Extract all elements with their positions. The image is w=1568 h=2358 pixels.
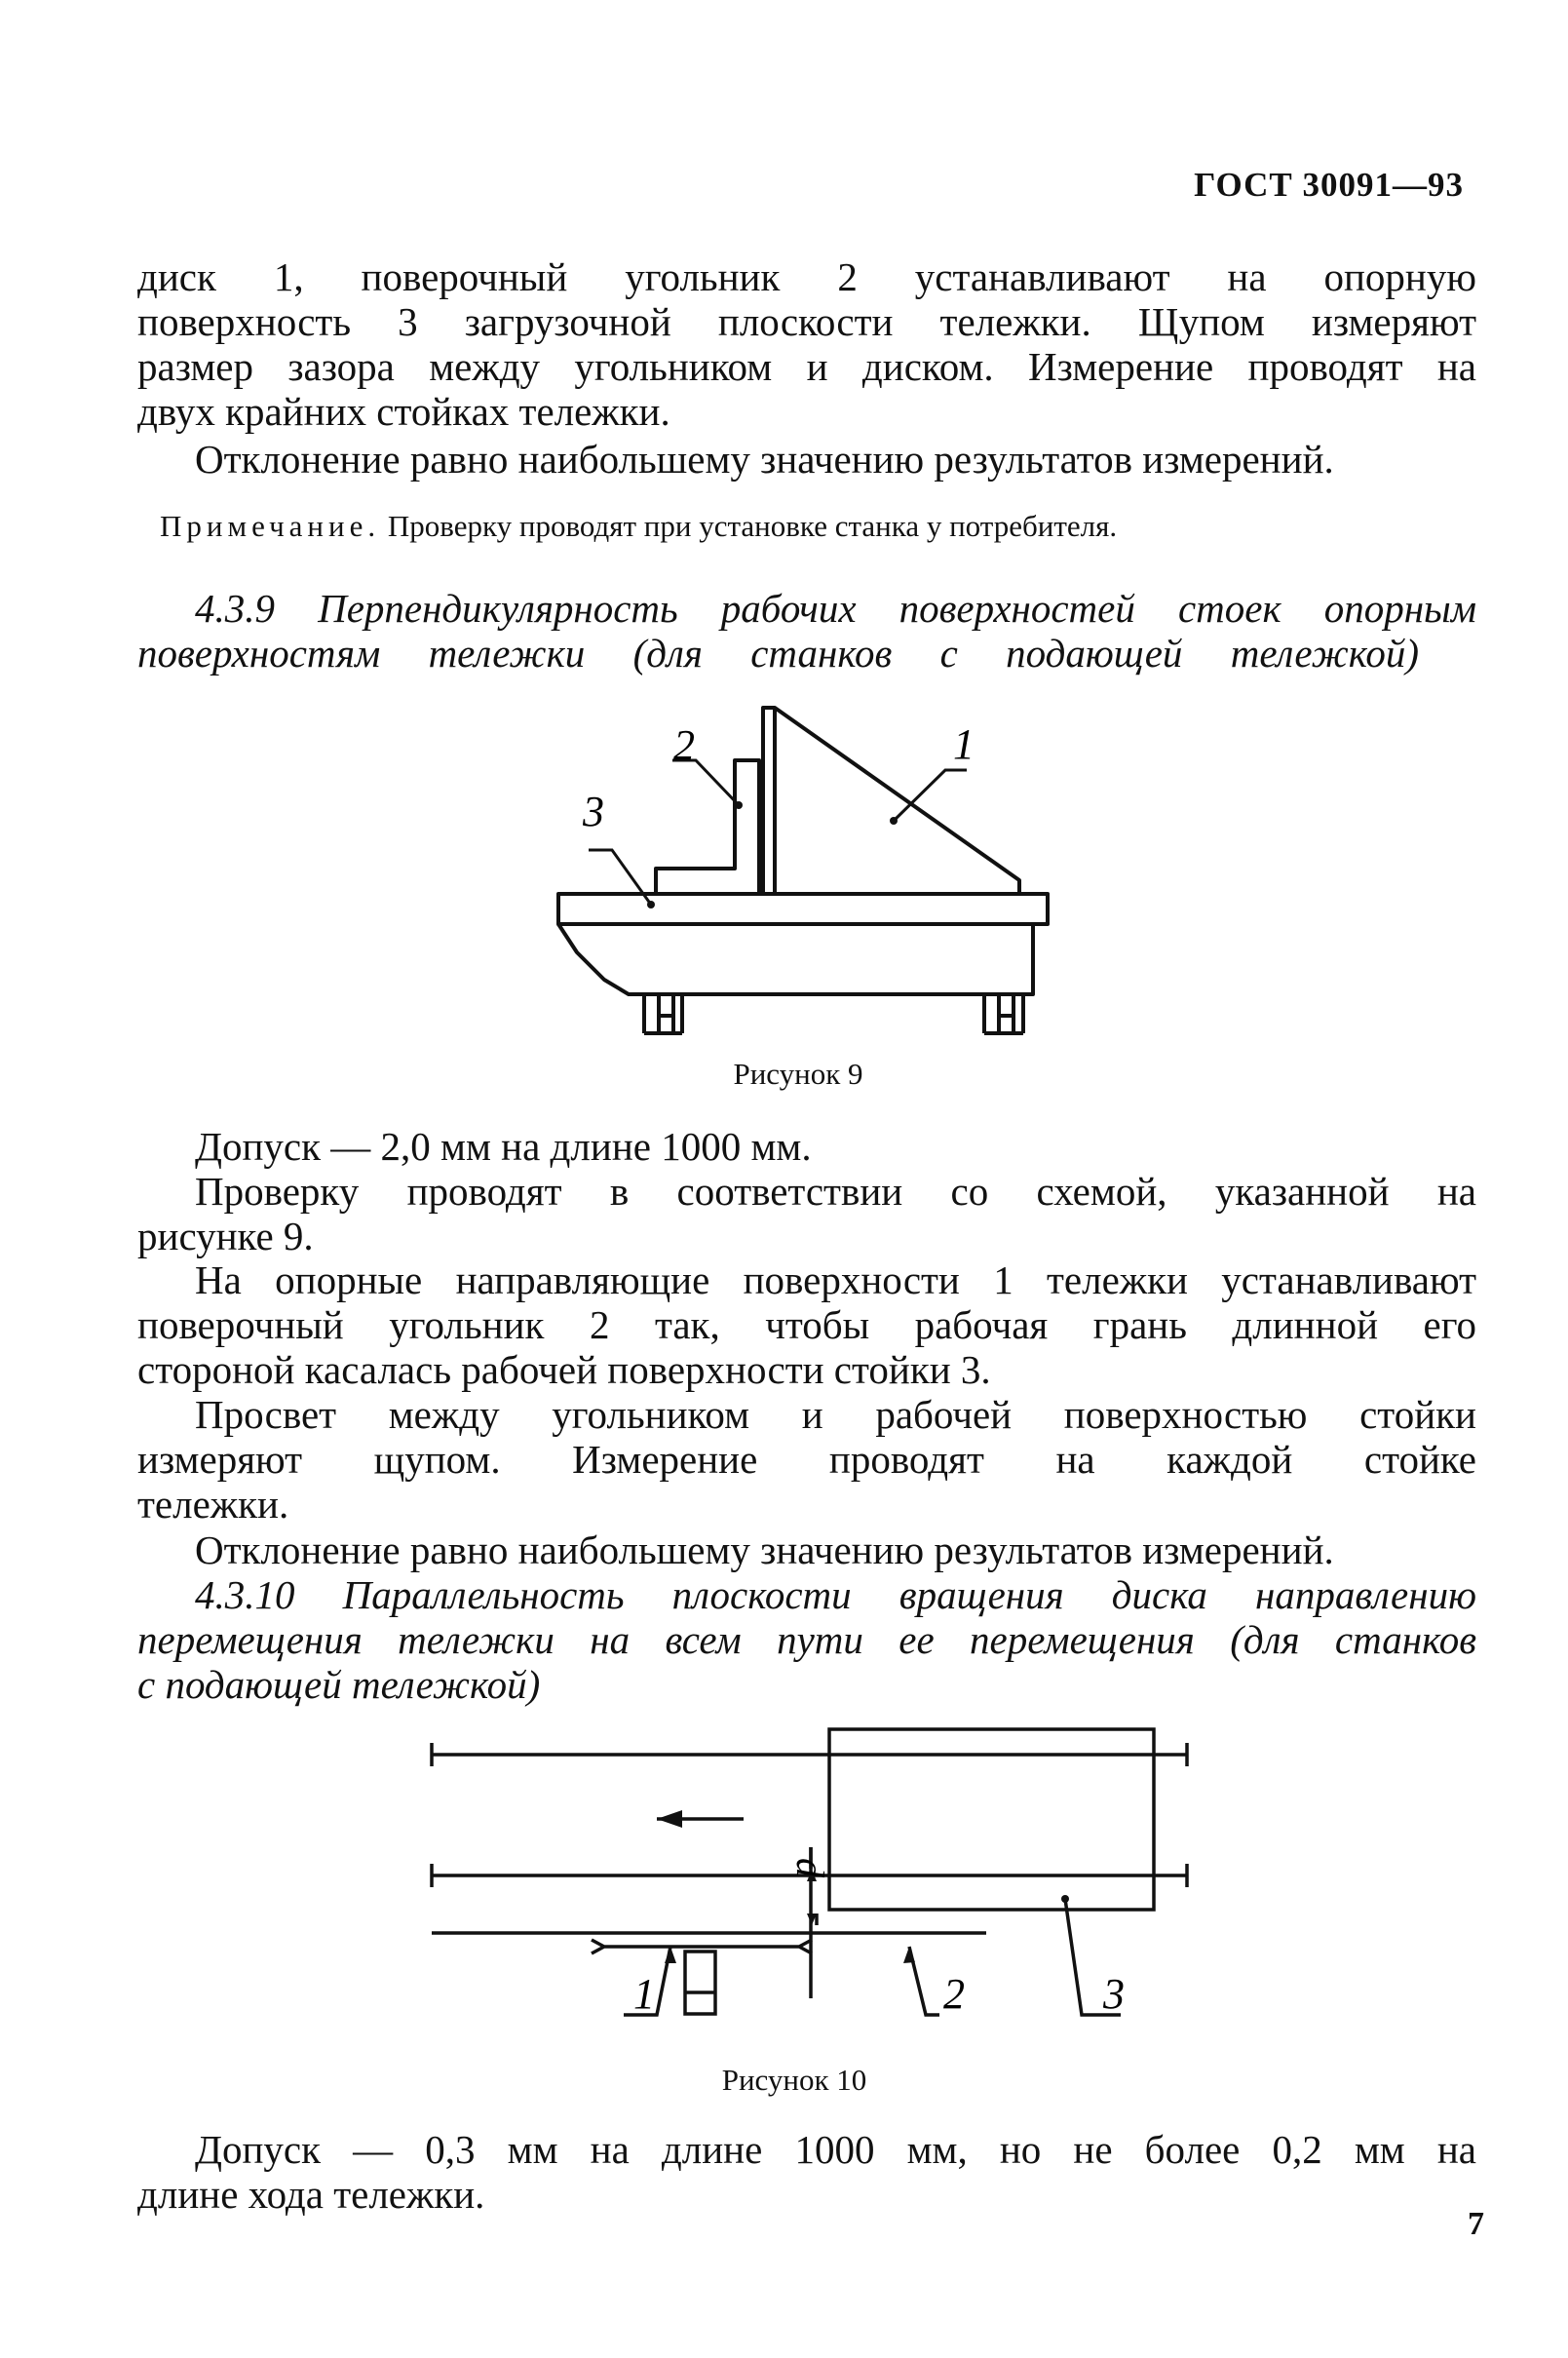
leader-2: [909, 1947, 939, 2015]
paragraph-line: Отклонение равно наибольшему значению результатов измерений.: [195, 1527, 1334, 1572]
paragraph-line: поверхность 3 загрузочной плоскости тележки. Щупом измеряют: [137, 299, 1476, 344]
guide-top: [432, 1743, 1187, 1766]
paragraph-line: стороной касалась рабочей поверхности стойки 3.: [137, 1347, 991, 1392]
section-heading-4-3-10-cont: с подающей тележкой): [137, 1662, 541, 1707]
fig10-dim-d: d: [788, 1858, 832, 1877]
figure-10-caption: Рисунок 10: [721, 2063, 867, 2097]
paragraph-line: двух крайних стойках тележки.: [137, 389, 670, 434]
fig9-label-1: 1: [953, 720, 975, 768]
paragraph-line: измеряют щупом. Измерение проводят на каждой стойке: [137, 1437, 1476, 1482]
section-heading-4-3-10-cont: перемещения тележки на всем пути ее перемещения (для станков: [137, 1617, 1476, 1662]
paragraph-line: диск 1, поверочный угольник 2 устанавливают на опорную: [137, 254, 1476, 299]
paragraph-line: размер зазора между угольником и диском. Измерение проводят на: [137, 344, 1476, 389]
fig9-label-3: 3: [583, 788, 604, 835]
probe-block: [685, 1952, 715, 2014]
paragraph-line: Допуск — 0,3 мм на длине 1000 мм, но не более 0,2 мм на: [195, 2127, 1476, 2172]
paragraph-line: Проверку проводят в соответствии со схемой, указанной на: [195, 1169, 1476, 1214]
paragraph-line: тележки.: [137, 1482, 289, 1527]
section-heading-4-3-10: 4.3.10 Параллельность плоскости вращения диска направлению: [195, 1572, 1476, 1617]
paragraph-line: Отклонение равно наибольшему значению результатов измерений.: [195, 437, 1334, 482]
section-heading-4-3-9-cont: поверхностям тележки (для станков с подающей тележкой): [137, 631, 1419, 676]
document-header: ГОСТ 30091—93: [1194, 166, 1464, 204]
paragraph-line: рисунке 9.: [137, 1214, 314, 1258]
fig10-label-1: 1: [633, 1970, 655, 2018]
page-number: 7: [1468, 2206, 1484, 2242]
figure-9-caption: Рисунок 9: [733, 1057, 863, 1091]
tolerance-line: Допуск — 2,0 мм на длине 1000 мм.: [195, 1124, 812, 1169]
paragraph-line: длине хода тележки.: [137, 2172, 485, 2217]
fig10-label-3: 3: [1103, 1970, 1125, 2018]
paragraph-line: На опорные направляющие поверхности 1 тележки устанавливают: [195, 1257, 1476, 1302]
paragraph-line: Просвет между угольником и рабочей поверхностью стойки: [195, 1392, 1476, 1437]
note-text: Проверку проводят при установке станка у потребителя.: [387, 509, 1118, 543]
fig10-label-2: 2: [943, 1970, 965, 2018]
note-label: Примечание.: [160, 509, 381, 543]
fig9-label-2: 2: [673, 721, 695, 769]
paragraph-line: поверочный угольник 2 так, чтобы рабочая грань длинной его: [137, 1302, 1476, 1347]
section-heading-4-3-9: 4.3.9 Перпендикулярность рабочих поверхностей стоек опорным: [195, 586, 1476, 631]
